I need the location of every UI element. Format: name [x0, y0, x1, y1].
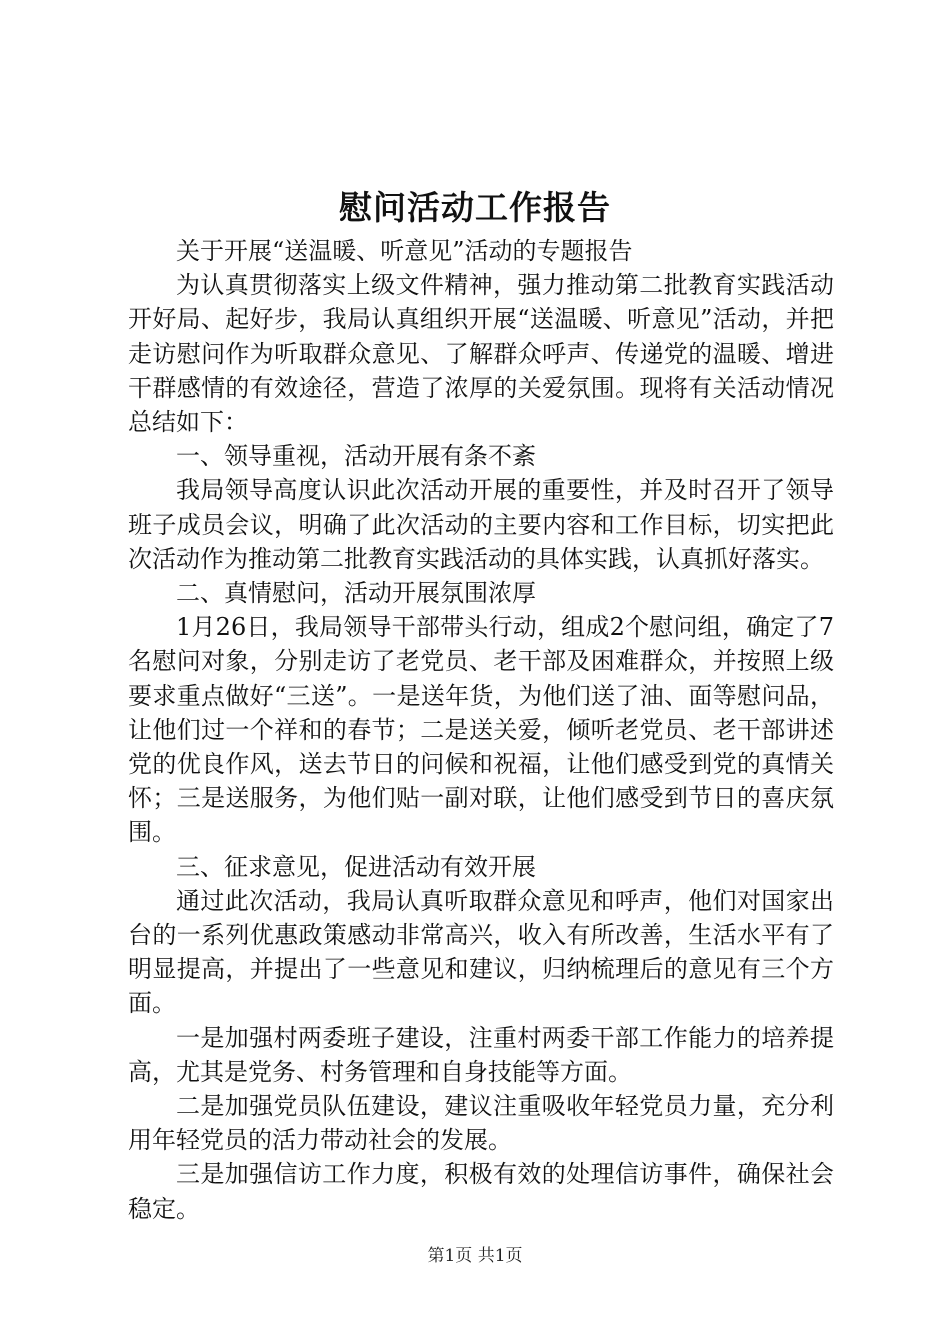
section-paragraph-2: 1月26日，我局领导干部带头行动，组成2个慰问组，确定了7名慰问对象，分别走访了老党员、老干部及困难群众，并按照上级要求重点做好“三送”。一是送年货，为他们送了油、面等慰问品，让他们过一个祥和的春节；二是送关爱，倾听老党员、老干部讲述党的优良作风，送去节日的问候和祝福，让他们感受到党的真情关怀；三是送服务，为他们贴一副对联，让他们感受到节日的喜庆氛围。: [128, 613, 834, 847]
document-body: [128, 234, 834, 1226]
opinion-item-3: 三是加强信访工作力度，积极有效的处理信访事件，确保社会稳定。: [128, 1160, 834, 1223]
report-subtitle: 关于开展“送温暖、听意见”活动的专题报告: [176, 237, 633, 265]
section-heading-1: 一、领导重视，活动开展有条不紊: [176, 442, 536, 471]
opinion-item-2: 二是加强党员队伍建设，建议注重吸收年轻党员力量，充分利用年轻党员的活力带动社会的发展。: [128, 1092, 834, 1155]
opinion-item-1: 一是加强村两委班子建设，注重村两委干部工作能力的培养提高，尤其是党务、村务管理和自身技能等方面。: [128, 1023, 834, 1086]
section-paragraph-1: 我局领导高度认识此次活动开展的重要性，并及时召开了领导班子成员会议，明确了此次活动的主要内容和工作目标，切实把此次活动作为推动第二批教育实践活动的具体实践，认真抓好落实。: [128, 476, 834, 573]
section-paragraph-3: 通过此次活动，我局认真听取群众意见和呼声，他们对国家出台的一系列优惠政策感动非常高兴，收入有所改善，生活水平有了明显提高，并提出了一些意见和建议，归纳梳理后的意见有三个方面。: [128, 886, 834, 1018]
page-footer: 第1页 共1页: [427, 1246, 523, 1266]
intro-paragraph: 为认真贯彻落实上级文件精神，强力推动第二批教育实践活动开好局、起好步，我局认真组织开展“送温暖、听意见”活动，并把走访慰问作为听取群众意见、了解群众呼声、传递党的温暖、增进干群感情的有效途径，营造了浓厚的关爱氛围。现将有关活动情况总结如下：: [128, 271, 834, 437]
section-heading-2: 二、真情慰问，活动开展氛围浓厚: [176, 579, 536, 608]
section-heading-3: 三、征求意见，促进活动有效开展: [176, 852, 536, 881]
document-title: 慰问活动工作报告: [339, 188, 611, 227]
